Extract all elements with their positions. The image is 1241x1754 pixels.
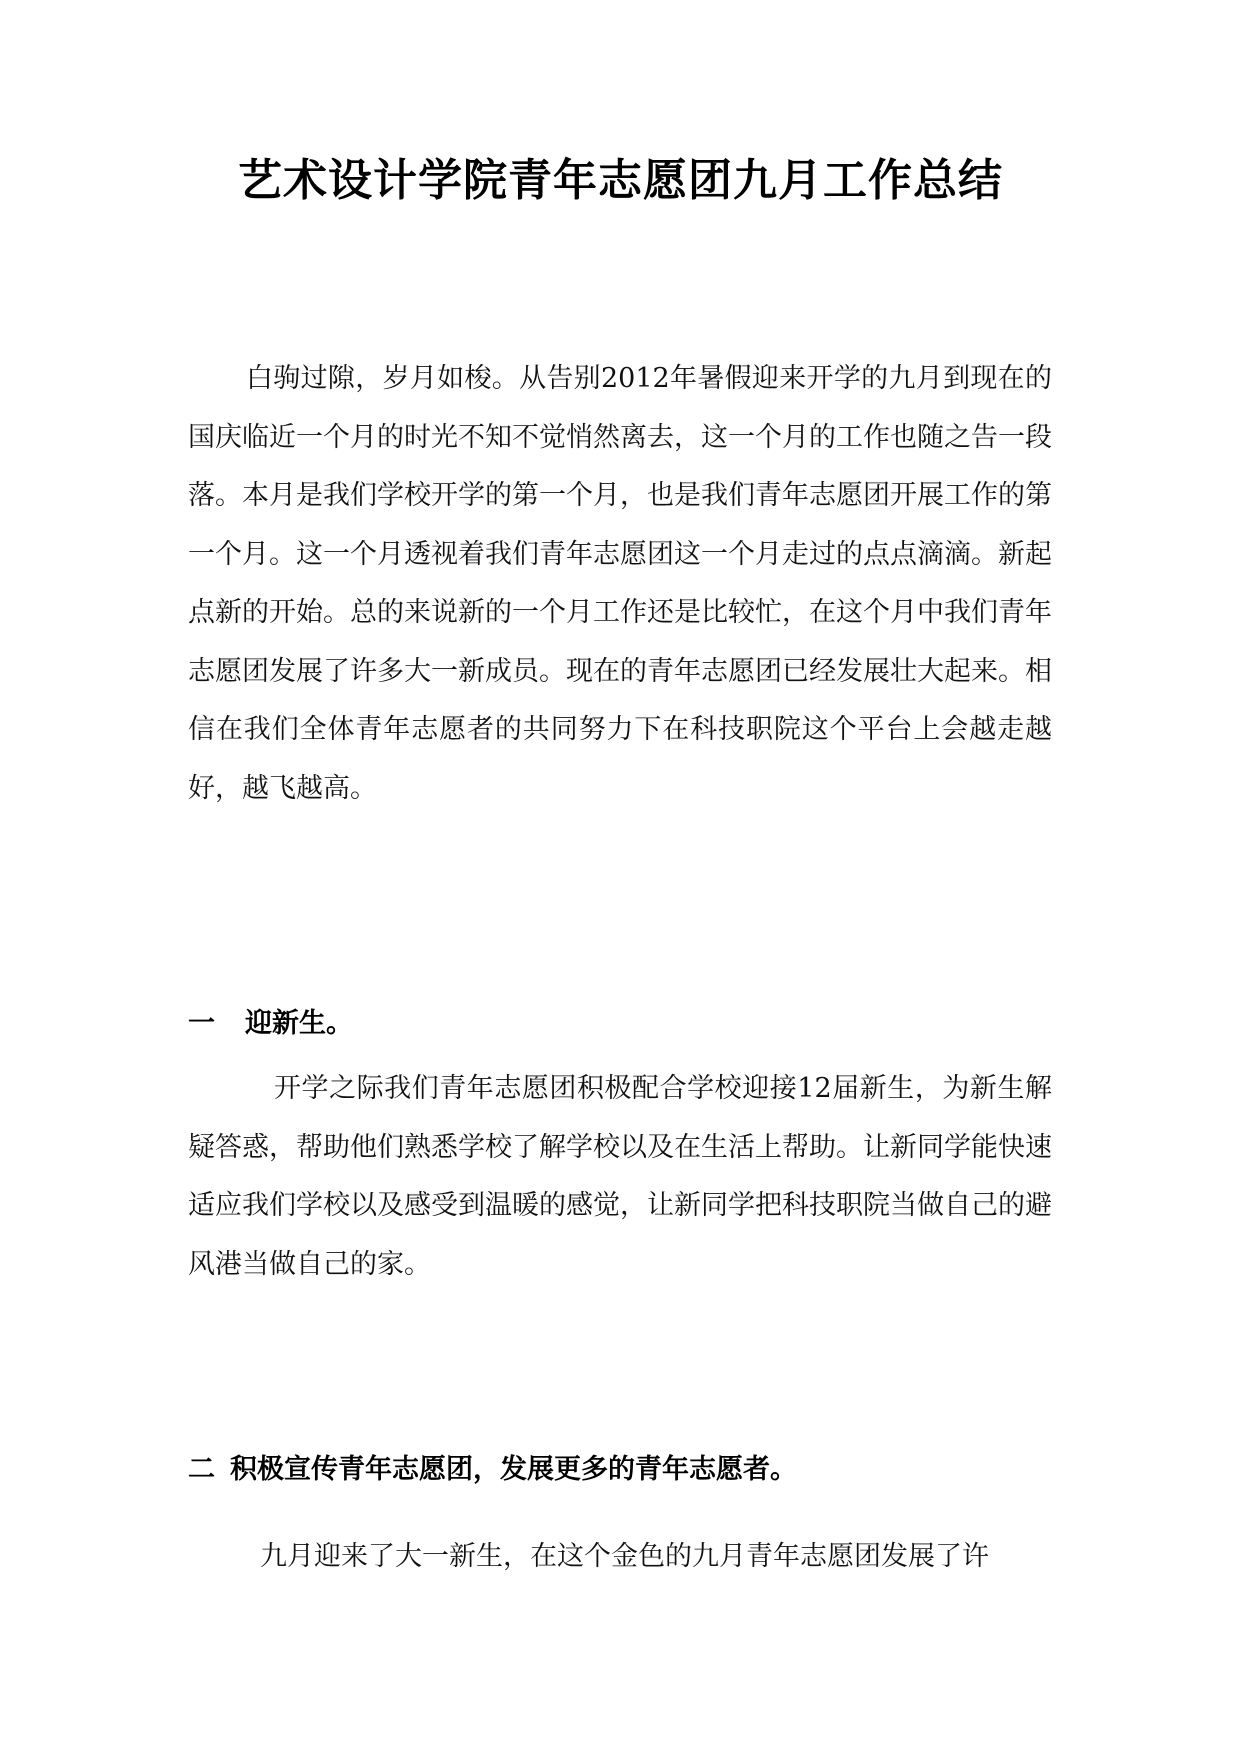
section-number: 一 [188, 1008, 215, 1039]
section-heading-text: 迎新生。 [245, 1008, 353, 1039]
section-heading-text: 积极宣传青年志愿团，发展更多的青年志愿者。 [230, 1454, 797, 1485]
section-heading-welcome-freshmen [188, 1004, 353, 1044]
document-title: 艺术设计学院青年志愿团九月工作总结 [238, 155, 1003, 206]
section-paragraph-promotion: 九月迎来了大一新生，在这个金色的九月青年志愿团发展了许 [260, 1541, 989, 1572]
section-paragraph-welcome-freshmen: 开学之际我们青年志愿团积极配合学校迎接12届新生，为新生解疑答惑，帮助他们熟悉学校了解学校以及在生活上帮助。让新同学能快速适应我们学校以及感受到温暖的感觉，让新同学把科技职院当做自己的避风港当做自己的家。 [188, 1073, 1052, 1280]
intro-paragraph: 白驹过隙，岁月如梭。从告别2012年暑假迎来开学的九月到现在的国庆临近一个月的时光不知不觉悄然离去，这一个月的工作也随之告一段落。本月是我们学校开学的第一个月，也是我们青年志愿团开展工作的第一个月。这一个月透视着我们青年志愿团这一个月走过的点点滴滴。新起点新的开始。总的来说新的一个月工作还是比较忙，在这个月中我们青年志愿团发展了许多大一新成员。现在的青年志愿团已经发展壮大起来。相信在我们全体青年志愿者的共同努力下在科技职院这个平台上会越走越好，越飞越高。 [188, 363, 1052, 804]
section-heading-promotion [188, 1450, 797, 1490]
section-number: 二 [188, 1454, 215, 1485]
